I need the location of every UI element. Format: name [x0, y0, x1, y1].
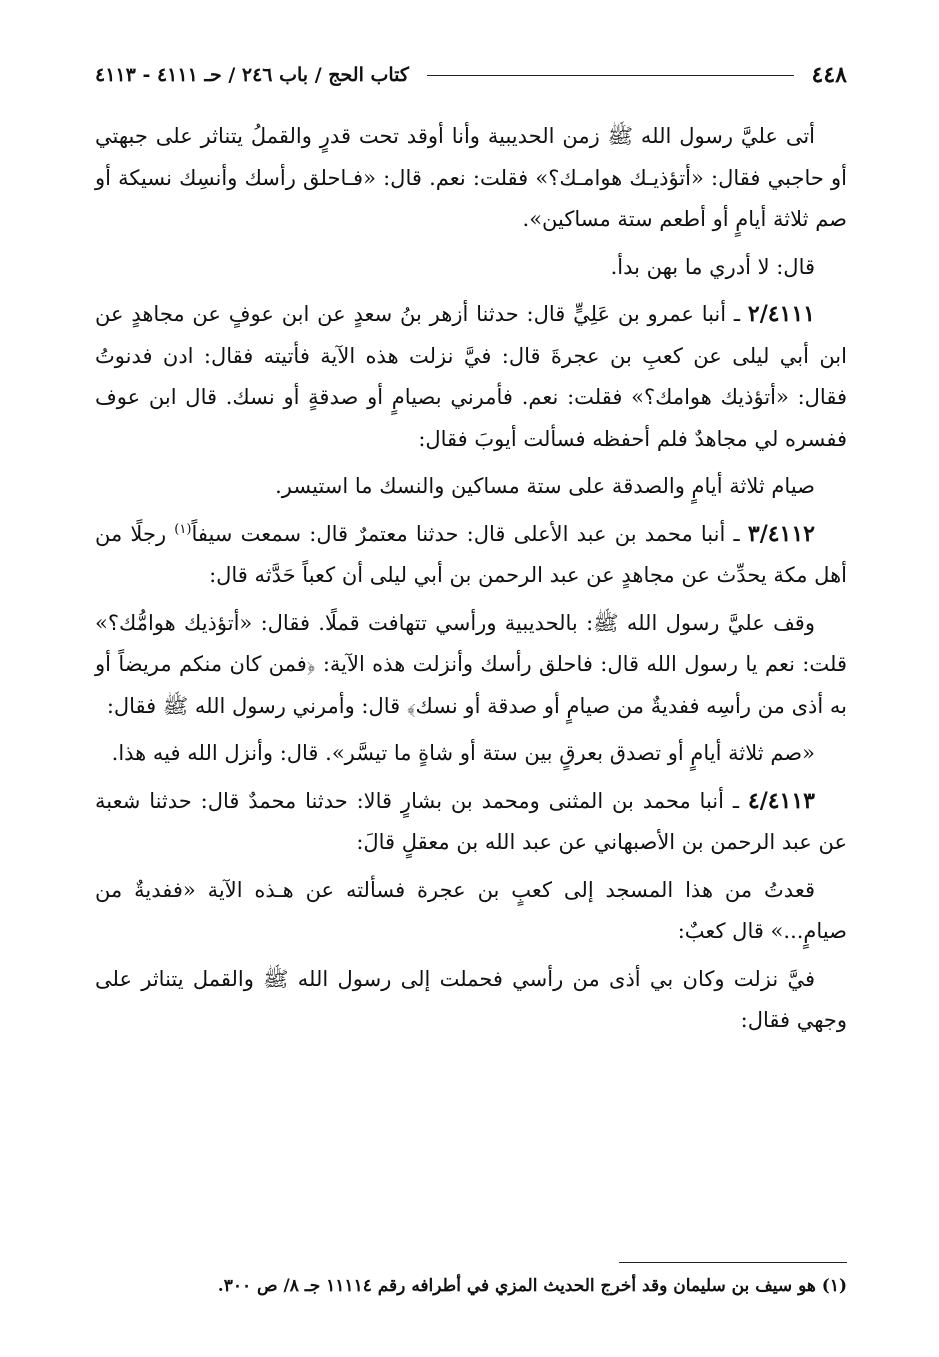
- paragraph: [95, 116, 847, 241]
- paragraph: [95, 870, 847, 953]
- header-rule: [427, 75, 794, 76]
- hadith-paragraph: [95, 781, 847, 864]
- running-header: [95, 58, 847, 92]
- paragraph-text: قعدتُ من هذا المسجد إلى كعبٍ بن عجرة فسألته عن هـذه الآية «ففديةٌ من صيامٍ...» قال كعبٌ:: [95, 877, 847, 943]
- paragraph: [95, 466, 847, 508]
- paragraph: [95, 959, 847, 1042]
- paragraph-text: قال: لا أدري ما بهن بدأ.: [610, 254, 815, 279]
- footnote-text: (١) هو سيف بن سليمان وقد أخرج الحديث المزي في أطرافه رقم ١١١١٤ جـ ٨/ ص ٣٠٠.: [217, 1276, 847, 1296]
- paragraph: [95, 603, 847, 728]
- hadith-number: ٤/٤١١٣: [747, 787, 815, 814]
- paragraph-text: فيَّ نزلت وكان بي أذى من رأسي فحملت إلى رسول الله ﷺ والقمل يتناثر على وجهي فقال:: [95, 966, 847, 1032]
- paragraph-text: أتى عليَّ رسول الله ﷺ زمن الحديبية وأنا أوقد تحت قدرٍ والقملُ يتناثر على جبهتي أو حاجبي فقال: «أتؤذيـك هوامـك؟» فقلت: نعم. قال: «فـاحلق رأسك وأنسِك نسيكة أو صم ثلاثة أيامٍ أو أطعم ستة مساكين».: [95, 124, 847, 231]
- paragraph-text: صيام ثلاثة أيامٍ والصدقة على ستة مساكين والنسك ما استيسر.: [275, 474, 815, 498]
- paragraph-text: ـ أنبا محمد بن المثنى ومحمد بن بشارٍ قالا: حدثنا محمدٌ قال: حدثنا شعبة عن عبد الرحمن بن الأصبهاني عن عبد الله بن معقلٍ قالَ:: [95, 788, 847, 854]
- hadith-number: ٣/٤١١٢: [747, 520, 815, 547]
- page-number: ٤٤٨: [811, 62, 847, 88]
- page: [95, 58, 847, 1048]
- footnote-rule: [619, 1262, 847, 1263]
- hadith-number: ٢/٤١١١: [747, 301, 815, 327]
- paragraph-text: وقف عليَّ رسول الله ﷺ: بالحديبية ورأسي تتهافت قملًا. فقال: «أتؤذيك هوامُّك؟» قلت: نعم يا رسول الله قال: فاحلق رأسك وأنزلت هذه الآية: ﴿فمن كان منكم مريضاً أو به أذى من رأسِه ففديةٌ من صيامٍ أو صدقة أو نسك﴾ قال: وأمرني رسول الله ﷺ فقال:: [95, 610, 847, 718]
- paragraph: [95, 733, 847, 775]
- paragraph-text: رجلًا من أهل مكة يحدِّث عن مجاهدٍ عن عبد الرحمن بن أبي ليلى أن كعباً حَدَّثه قال:: [95, 521, 847, 587]
- paragraph: [95, 247, 847, 289]
- running-title: كتاب الحج / باب ٢٤٦ / حـ ٤١١١ - ٤١١٣: [95, 64, 409, 86]
- body-text: [95, 116, 847, 1042]
- footnotes: [95, 1262, 847, 1299]
- paragraph-text: ـ أنبا عمرو بن عَلِيٍّ قال: حدثنا أزهر بنُ سعدٍ عن ابن عوفٍ عن مجاهدٍ عن ابن أبي ليلى عن كعبِ بن عجرةَ قال: فيَّ نزلت هذه الآية فأتيته فقال: ادن فدنوتُ فقال: «أتؤذيك هوامك؟» فقلت: نعم. فأمرني بصيامٍ أو صدقةٍ أو نسك. قال ابن عوف ففسره لي مجاهدٌ فلم أحفظه فسألت أيوبَ فقال:: [95, 302, 847, 451]
- paragraph-text: ـ أنبا محمد بن عبد الأعلى قال: حدثنا معتمرٌ قال: سمعت سيفاً: [191, 521, 748, 546]
- hadith-paragraph: [95, 514, 847, 597]
- hadith-paragraph: [95, 294, 847, 460]
- paragraph-text: «صم ثلاثة أيامٍ أو تصدق بعرقٍ بين ستة أو شاةٍ ما تيسَّر». قال: وأنزل الله فيه هذا.: [111, 741, 815, 765]
- footnote-marker[interactable]: (١): [174, 521, 192, 537]
